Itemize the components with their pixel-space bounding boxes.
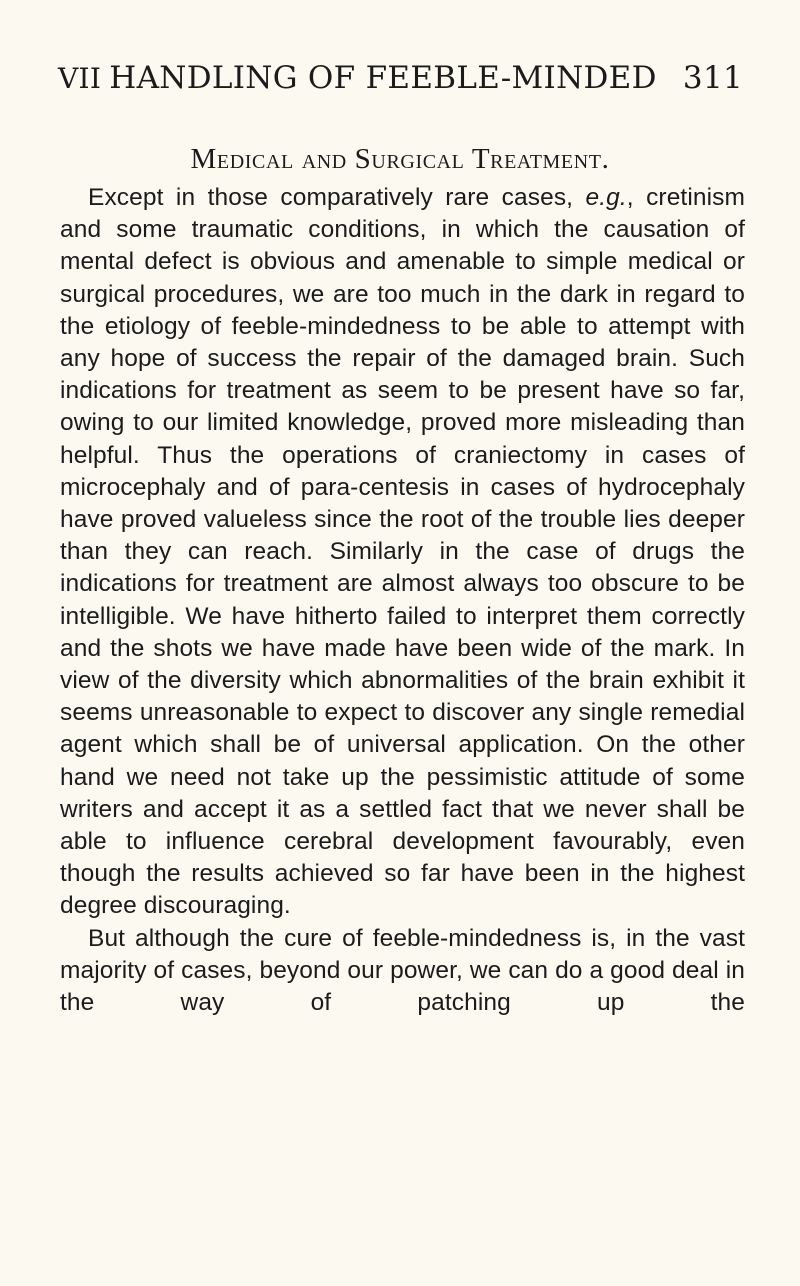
running-title: HANDLING OF FEEBLE-MINDED <box>109 60 657 96</box>
running-head <box>58 60 743 96</box>
paragraph-1-italic-abbrev: e.g. <box>585 184 627 211</box>
paragraph-1-rest: , cretinism and some traumatic conditions, in which the causation of mental defect is obvious and amenable to simple medical or surgical procedures, we are too much in the dark in regard to the etiology of feeble-mindedness to be able to attempt with any hope of success the repair of the damaged brain. Such indications for treatment as seem to be present have so far, owing to our limited knowledge, proved more misleading than helpful. Thus the operations of craniectomy in cases of microcephaly and of para-centesis in cases of hydrocephaly have proved valueless since the root of the trouble lies deeper than they can reach. Similarly in the case of drugs the indications for treatment are almost always too obscure to be intelligible. We have hitherto failed to interpret them correctly and the shots we have made have been wide of the mark. In view of the diversity which abnormalities of the brain exhibit it seems unreasonable to expect to discover any single remedial agent which shall be of universal application. On the other hand we need not take up the pessimistic attitude of some writers and accept it as a settled fact that we never shall be able to influence cerebral development favourably, even though the results achieved so far have been in the highest degree discouraging. <box>60 184 745 920</box>
paragraph-2: But although the cure of feeble-mindedness is, in the vast majority of cases, beyond our power, we can do a good deal in the way of patching up the <box>60 924 745 1017</box>
chapter-number: VII <box>58 62 102 95</box>
section-heading: Medical and Surgical Treatment. <box>190 143 610 175</box>
page-number: 311 <box>682 60 743 96</box>
paragraph-1 <box>60 182 745 923</box>
paragraph-1-lead: Except in those comparatively rare cases, <box>88 184 586 211</box>
body-text <box>60 182 745 1019</box>
